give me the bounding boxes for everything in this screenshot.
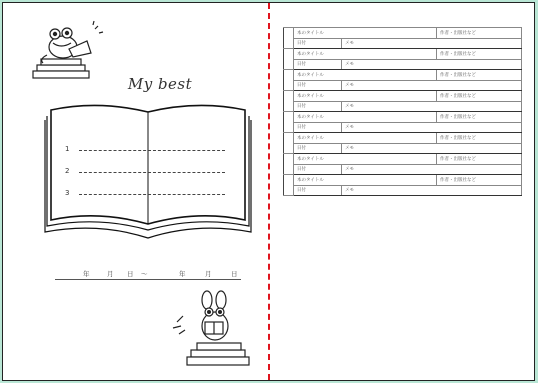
entry-title-row bbox=[284, 154, 522, 165]
entry-stub bbox=[284, 154, 294, 175]
date-field[interactable] bbox=[294, 185, 342, 196]
rank-number: 3 bbox=[65, 189, 70, 197]
book-title-field[interactable] bbox=[294, 70, 437, 81]
frog-reading-icon bbox=[29, 19, 111, 83]
entry-title-row bbox=[284, 28, 522, 39]
date-label: 日付 bbox=[297, 124, 306, 130]
rank-number: 1 bbox=[65, 145, 70, 153]
book-title-label: 本のタイトル bbox=[297, 50, 324, 56]
entry-detail-row bbox=[284, 38, 522, 49]
period-day-1: 日 bbox=[127, 270, 134, 278]
rank-line-1[interactable] bbox=[65, 141, 225, 153]
author-label: 作者・出版社など bbox=[440, 134, 477, 140]
period-month-1: 月 bbox=[107, 270, 114, 278]
rank-input-line bbox=[79, 144, 225, 151]
date-field[interactable] bbox=[294, 143, 342, 154]
date-field[interactable] bbox=[294, 164, 342, 175]
author-field[interactable] bbox=[437, 112, 522, 123]
memo-field[interactable] bbox=[342, 38, 522, 49]
memo-label: メモ bbox=[345, 82, 354, 88]
entry-title-row bbox=[284, 175, 522, 186]
entry-title-row bbox=[284, 133, 522, 144]
entry-detail-row bbox=[284, 59, 522, 70]
memo-label: メモ bbox=[345, 166, 354, 172]
rank-line-2[interactable] bbox=[65, 163, 225, 175]
rank-line-3[interactable] bbox=[65, 185, 225, 197]
entry-detail-row bbox=[284, 80, 522, 91]
date-field[interactable] bbox=[294, 80, 342, 91]
entry-detail-row bbox=[284, 164, 522, 175]
entry-stub bbox=[284, 70, 294, 91]
entry-stub bbox=[284, 49, 294, 70]
entry-stub bbox=[284, 28, 294, 49]
book-title-label: 本のタイトル bbox=[297, 155, 324, 161]
date-field[interactable] bbox=[294, 59, 342, 70]
entry-stub bbox=[284, 133, 294, 154]
frog-on-books-icon bbox=[169, 288, 255, 368]
date-field[interactable] bbox=[294, 101, 342, 112]
date-label: 日付 bbox=[297, 61, 306, 67]
entry-detail-row bbox=[284, 101, 522, 112]
author-label: 作者・出版社など bbox=[440, 50, 477, 56]
entry-title-row bbox=[284, 91, 522, 102]
period-month-2: 月 bbox=[205, 270, 212, 278]
book-title-field[interactable] bbox=[294, 154, 437, 165]
entry-title-row bbox=[284, 70, 522, 81]
book-title-field[interactable] bbox=[294, 112, 437, 123]
memo-field[interactable] bbox=[342, 59, 522, 70]
author-label: 作者・出版社など bbox=[440, 176, 477, 182]
date-label: 日付 bbox=[297, 103, 306, 109]
author-label: 作者・出版社など bbox=[440, 113, 477, 119]
date-label: 日付 bbox=[297, 145, 306, 151]
author-label: 作者・出版社など bbox=[440, 29, 477, 35]
memo-field[interactable] bbox=[342, 143, 522, 154]
entry-detail-row bbox=[284, 122, 522, 133]
author-label: 作者・出版社など bbox=[440, 155, 477, 161]
memo-label: メモ bbox=[345, 40, 354, 46]
book-title-field[interactable] bbox=[294, 91, 437, 102]
author-field[interactable] bbox=[437, 133, 522, 144]
date-field[interactable] bbox=[294, 122, 342, 133]
period-tilde: 〜 bbox=[141, 270, 148, 278]
memo-label: メモ bbox=[345, 187, 354, 193]
author-field[interactable] bbox=[437, 49, 522, 60]
book-title-label: 本のタイトル bbox=[297, 113, 324, 119]
date-field[interactable] bbox=[294, 38, 342, 49]
reading-log-sheet bbox=[2, 2, 535, 381]
entry-detail-row bbox=[284, 185, 522, 196]
book-title-label: 本のタイトル bbox=[297, 176, 324, 182]
book-title-field[interactable] bbox=[294, 175, 437, 186]
memo-label: メモ bbox=[345, 145, 354, 151]
author-field[interactable] bbox=[437, 175, 522, 186]
book-title-label: 本のタイトル bbox=[297, 71, 324, 77]
author-label: 作者・出版社など bbox=[440, 92, 477, 98]
reading-period bbox=[55, 267, 241, 280]
memo-field[interactable] bbox=[342, 122, 522, 133]
fold-guide-line bbox=[268, 3, 270, 380]
book-title-label: 本のタイトル bbox=[297, 134, 324, 140]
entry-stub bbox=[284, 112, 294, 133]
date-label: 日付 bbox=[297, 82, 306, 88]
date-label: 日付 bbox=[297, 166, 306, 172]
entry-title-row bbox=[284, 49, 522, 60]
date-label: 日付 bbox=[297, 187, 306, 193]
memo-field[interactable] bbox=[342, 164, 522, 175]
book-title-label: 本のタイトル bbox=[297, 29, 324, 35]
entry-title-row bbox=[284, 112, 522, 123]
entry-stub bbox=[284, 175, 294, 196]
entry-detail-row bbox=[284, 143, 522, 154]
entry-stub bbox=[284, 91, 294, 112]
reading-log-table bbox=[283, 27, 522, 196]
rank-number: 2 bbox=[65, 167, 70, 175]
period-year-1: 年 bbox=[83, 270, 90, 278]
period-day-2: 日 bbox=[231, 270, 238, 278]
period-year-2: 年 bbox=[179, 270, 186, 278]
author-field[interactable] bbox=[437, 70, 522, 81]
memo-label: メモ bbox=[345, 124, 354, 130]
book-title-label: 本のタイトル bbox=[297, 92, 324, 98]
author-field[interactable] bbox=[437, 91, 522, 102]
date-label: 日付 bbox=[297, 40, 306, 46]
rank-input-line bbox=[79, 166, 225, 173]
page-title: My best bbox=[127, 75, 193, 93]
author-label: 作者・出版社など bbox=[440, 71, 477, 77]
book-title-field[interactable] bbox=[294, 49, 437, 60]
rank-input-line bbox=[79, 188, 225, 195]
memo-label: メモ bbox=[345, 61, 354, 67]
book-title-field[interactable] bbox=[294, 28, 437, 39]
memo-field[interactable] bbox=[342, 185, 522, 196]
memo-field[interactable] bbox=[342, 101, 522, 112]
memo-field[interactable] bbox=[342, 80, 522, 91]
memo-label: メモ bbox=[345, 103, 354, 109]
book-title-field[interactable] bbox=[294, 133, 437, 144]
author-field[interactable] bbox=[437, 28, 522, 39]
author-field[interactable] bbox=[437, 154, 522, 165]
